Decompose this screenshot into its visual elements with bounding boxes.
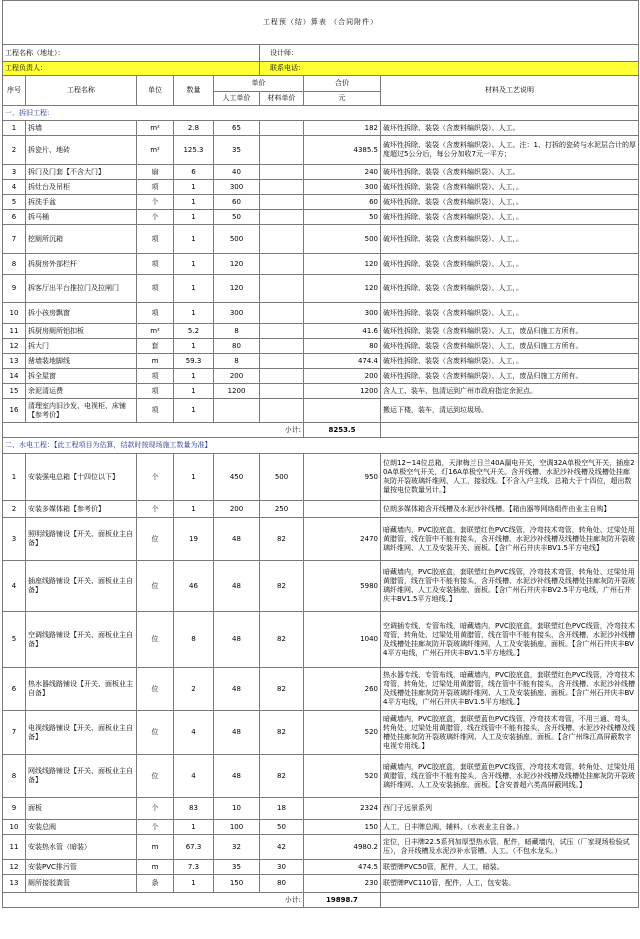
cell-no: 11: [3, 324, 26, 339]
cell-labor-price: 120: [214, 275, 260, 303]
cell-unit: 位: [137, 755, 174, 798]
cell-no: 5: [3, 195, 26, 210]
cell-labor-price: 200: [214, 369, 260, 384]
cell-name: 拆厨房厕所铝扣板: [26, 324, 137, 339]
cell-name: 拆小孩房飘窗: [26, 303, 137, 324]
cell-desc: 热水器专线、专管布线，暗藏墙内，PVC胶底盒，套联塑红色PVC线管，冷弯技术弯管，转角处、过梁处用黄腊管，线在管中不能有接头，含开线槽、水泥沙补线槽及线槽处挂廊灰防开裂玻璃纤维网、人工及安装插座、面板。【含广州石井庆丰BV4平方电线，广州石井庆丰BV1.5平方地线。】: [381, 668, 639, 711]
page-title: 工程预（结）算表 （合同附件）: [3, 1, 639, 45]
cell-desc: 位朗12~14位总箱，天津梅兰日兰40A漏电开关，空调32A单极空气开关，插座20A单极空气开关，灯16A单极空气开关。含开线槽、水泥沙补线槽及线槽处挂廊灰防开裂玻璃纤维网，人工，接驳线。【不含入户主线，总箱大于十四位，超出数量按电位数量另计。】: [381, 454, 639, 501]
cell-unit: m: [137, 835, 174, 860]
cell-total: 474.5: [304, 860, 381, 875]
cell-qty: 1: [174, 339, 214, 354]
cell-no: 5: [3, 612, 26, 668]
col-header-name: 工程名称: [26, 76, 137, 106]
table-row: [3, 369, 639, 384]
cell-name: 挖厕所沉箱: [26, 225, 137, 254]
cell-labor-price: 1200: [214, 384, 260, 399]
cell-name: 安装强电总箱【十四位以下】: [26, 454, 137, 501]
cell-desc: 破坏性拆除、装袋（含废料编织袋）、人工。注：1、打拆的瓷砖与水泥层合计的厚度超过5公分后，每公分加收7元一平方；: [381, 136, 639, 165]
cell-name: 电视线路铺设【开关、面板业主自备】: [26, 711, 137, 755]
cell-name: 拆厨房外部栏杆: [26, 254, 137, 275]
cell-material-price: 82: [260, 711, 304, 755]
cell-total: 300: [304, 180, 381, 195]
table-row: [3, 210, 639, 225]
cell-labor-price: 8: [214, 354, 260, 369]
cell-total: 240: [304, 165, 381, 180]
cell-qty: 83: [174, 798, 214, 820]
cell-qty: 19: [174, 518, 214, 561]
table-row: [3, 755, 639, 798]
cell-no: 7: [3, 225, 26, 254]
table-row: [3, 798, 639, 820]
cell-material-price: 18: [260, 798, 304, 820]
cell-name: 安装PVC排污管: [26, 860, 137, 875]
cell-total: 120: [304, 254, 381, 275]
cell-no: 15: [3, 384, 26, 399]
col-header-unit: 单位: [137, 76, 174, 106]
cell-unit: m²: [137, 324, 174, 339]
cell-labor-price: 48: [214, 612, 260, 668]
phone-label: 联系电话：: [260, 62, 639, 76]
cell-qty: 1: [174, 275, 214, 303]
cell-total: 120: [304, 275, 381, 303]
cell-material-price: 82: [260, 612, 304, 668]
table-row: [3, 195, 639, 210]
cell-total: 260: [304, 668, 381, 711]
cell-unit: 位: [137, 561, 174, 612]
cell-name: 拆洗手盆: [26, 195, 137, 210]
cell-material-price: [260, 399, 304, 423]
cell-labor-price: 500: [214, 225, 260, 254]
cell-no: 11: [3, 835, 26, 860]
cell-no: 8: [3, 254, 26, 275]
cell-material-price: [260, 354, 304, 369]
cell-desc: 含人工、装车、包清运到广州市政府指定余泥点。: [381, 384, 639, 399]
table-row: [3, 225, 639, 254]
cell-qty: 1: [174, 210, 214, 225]
cell-no: 10: [3, 820, 26, 835]
cell-no: 3: [3, 518, 26, 561]
cell-labor-price: 48: [214, 668, 260, 711]
cell-desc: 破坏性拆除、装袋（含废料编织袋）、人工，。: [381, 210, 639, 225]
table-row: [3, 875, 639, 893]
cell-labor-price: 48: [214, 518, 260, 561]
subtotal-label: 小计:: [3, 893, 304, 908]
cell-no: 9: [3, 798, 26, 820]
cell-unit: 个: [137, 195, 174, 210]
cell-material-price: [260, 303, 304, 324]
cell-qty: 1: [174, 454, 214, 501]
col-header-no: 序号: [3, 76, 26, 106]
cell-desc: 搬运下楼，装车，清运到垃圾场。: [381, 399, 639, 423]
cell-qty: 59.3: [174, 354, 214, 369]
cell-name: 清理室内旧沙发、电视柜、床铺【参考价】: [26, 399, 137, 423]
table-row: [3, 121, 639, 136]
cell-material-price: [260, 324, 304, 339]
cell-total: 1200: [304, 384, 381, 399]
cell-desc: 破坏性拆除、装袋（含废料编织袋）、人工，。: [381, 254, 639, 275]
designer-label: 设计师：: [260, 45, 639, 62]
cell-total: 50: [304, 210, 381, 225]
cell-name: 拆全屋窗: [26, 369, 137, 384]
cell-labor-price: 450: [214, 454, 260, 501]
table-row: [3, 820, 639, 835]
cell-total: 60: [304, 195, 381, 210]
cell-no: 7: [3, 711, 26, 755]
cell-no: 4: [3, 180, 26, 195]
cell-qty: 1: [174, 254, 214, 275]
cell-name: 拆墙: [26, 121, 137, 136]
cell-name: 照明线路铺设【开关、面板业主自备】: [26, 518, 137, 561]
cell-material-price: [260, 165, 304, 180]
cell-labor-price: 150: [214, 875, 260, 893]
cell-desc: 破坏性拆除、装袋（含废料编织袋）、人工，废品归施工方所有。: [381, 324, 639, 339]
cell-total: 4385.5: [304, 136, 381, 165]
cell-total: [304, 501, 381, 518]
cell-labor-price: 48: [214, 711, 260, 755]
cell-no: 10: [3, 303, 26, 324]
cell-total: [304, 399, 381, 423]
cell-unit: m²: [137, 136, 174, 165]
cell-material-price: 80: [260, 875, 304, 893]
cell-unit: 位: [137, 518, 174, 561]
cell-name: 安装总阀: [26, 820, 137, 835]
cell-qty: 1: [174, 501, 214, 518]
table-row: [3, 612, 639, 668]
cell-labor-price: 300: [214, 180, 260, 195]
cell-unit: m: [137, 354, 174, 369]
cell-material-price: [260, 369, 304, 384]
manager-label: 工程负责人：: [3, 62, 260, 76]
subtotal-value: 19898.7: [304, 893, 381, 908]
cell-labor-price: 65: [214, 121, 260, 136]
cell-qty: 1: [174, 384, 214, 399]
cell-total: 520: [304, 711, 381, 755]
cell-labor-price: [214, 399, 260, 423]
cell-desc: 定位，日丰牌22.5系列加厚型热水管，配件，暗藏墙内，试压（厂家现场检验试压），含开线槽及水泥沙补水管槽、人工。（不包水龙头。）: [381, 835, 639, 860]
subtotal-empty: [381, 893, 639, 908]
cell-desc: 暗藏墙内，PVC胶底盒，套联塑蓝色PVC线管，冷弯技术弯管，转角处、过梁处用黄腊管，线在管中不能有接头，含开线槽、水泥沙补线槽及线槽处挂廊灰防开裂玻璃纤维网、人工及安装插座、面板。【含安普超六类高屏蔽网线。】: [381, 755, 639, 798]
cell-material-price: 500: [260, 454, 304, 501]
cell-name: 网线线路铺设【开关、面板业主自备】: [26, 755, 137, 798]
table-row: [3, 180, 639, 195]
cell-qty: 1: [174, 399, 214, 423]
section2-header-row: [3, 438, 639, 454]
cell-labor-price: 120: [214, 254, 260, 275]
cell-desc: 暗藏墙内，PVC胶底盒，套联塑红色PVC线管，冷弯技术弯管，转角处、过梁处用黄腊管，线在管中不能有接头，含开线槽、水泥沙补线槽及线槽处挂廊灰防开裂玻璃纤维网、人工及安装开关、面板。【含广州石井庆丰BV1.5平方电线】: [381, 518, 639, 561]
cell-unit: m²: [137, 121, 174, 136]
cell-desc: 破坏性拆除、装袋（含废料编织袋）、人工，废品归施工方所有。: [381, 369, 639, 384]
cell-total: 2470: [304, 518, 381, 561]
cell-labor-price: 100: [214, 820, 260, 835]
table-row: [3, 454, 639, 501]
cell-material-price: 250: [260, 501, 304, 518]
cell-material-price: 82: [260, 755, 304, 798]
section1-title: 一、拆旧工程:: [3, 106, 639, 121]
table-row: [3, 339, 639, 354]
cell-no: 12: [3, 860, 26, 875]
cell-material-price: [260, 195, 304, 210]
cell-labor-price: 35: [214, 860, 260, 875]
table-row: [3, 303, 639, 324]
cell-name: 空调线路铺设【开关、面板业主自备】: [26, 612, 137, 668]
col-header-total-unit: 元: [304, 92, 381, 106]
cell-qty: 6: [174, 165, 214, 180]
cell-unit: 个: [137, 501, 174, 518]
cell-qty: 1: [174, 225, 214, 254]
table-row: [3, 711, 639, 755]
cell-no: 13: [3, 354, 26, 369]
cell-labor-price: 48: [214, 561, 260, 612]
cell-qty: 67.3: [174, 835, 214, 860]
cell-name: 拆灶台及吊柜: [26, 180, 137, 195]
cell-no: 9: [3, 275, 26, 303]
table-row: [3, 354, 639, 369]
table-row: [3, 254, 639, 275]
cell-material-price: 82: [260, 518, 304, 561]
cell-name: 凿墙装地脚线: [26, 354, 137, 369]
cell-desc: 联塑牌PVC110管，配件，人工，包安装。: [381, 875, 639, 893]
cell-desc: 破坏性拆除、装袋（含废料编织袋）、人工，。: [381, 303, 639, 324]
cell-unit: 条: [137, 875, 174, 893]
subtotal-empty: [381, 423, 639, 438]
cell-total: 950: [304, 454, 381, 501]
cell-name: 拆门及门套【不含大门】: [26, 165, 137, 180]
subtotal-row: [3, 423, 639, 438]
cell-total: 2324: [304, 798, 381, 820]
cell-total: 41.6: [304, 324, 381, 339]
cell-total: 520: [304, 755, 381, 798]
cell-labor-price: 8: [214, 324, 260, 339]
cell-unit: m: [137, 860, 174, 875]
cell-unit: 个: [137, 210, 174, 225]
cell-qty: 4: [174, 755, 214, 798]
cell-desc: 空调插专线、专管布线，暗藏墙内，PVC胶底盒，套联塑红色PVC线管，冷弯技术弯管，转角处、过梁处用黄腊管，线在管中不能有接头，含开线槽、水泥沙补线槽及线槽处挂廊灰防开裂玻璃纤维网、人工及安装插座、面板。【含广州石井庆丰BV4平方电线，广州石井庆丰BV1.5平方地线。】: [381, 612, 639, 668]
section2-title: 二、水电工程：【此工程项目为估算，结款时按现场施工数量为准】: [3, 438, 639, 454]
cell-no: 4: [3, 561, 26, 612]
cell-name: 面板: [26, 798, 137, 820]
cell-labor-price: 40: [214, 165, 260, 180]
cell-labor-price: 300: [214, 303, 260, 324]
table-row: [3, 399, 639, 423]
cell-qty: 46: [174, 561, 214, 612]
cell-desc: 联塑牌PVC50管，配件，人工，暗装。: [381, 860, 639, 875]
cell-qty: 1: [174, 369, 214, 384]
cell-material-price: [260, 225, 304, 254]
col-header-unit-price: 单价: [214, 76, 304, 92]
cell-unit: 个: [137, 454, 174, 501]
cell-no: 6: [3, 668, 26, 711]
table-row: [3, 860, 639, 875]
cell-unit: 项: [137, 254, 174, 275]
cell-labor-price: 200: [214, 501, 260, 518]
subtotal-label: 小计:: [3, 423, 304, 438]
subtotal-value: 8253.5: [304, 423, 381, 438]
cell-no: 8: [3, 755, 26, 798]
table-row: [3, 136, 639, 165]
cell-desc: 破坏性拆除、装袋（含废料编织袋）、人工，。: [381, 354, 639, 369]
cell-desc: 暗藏墙内，PVC胶底盒，套联塑红色PVC线管，冷弯技术弯管，转角处、过梁处用黄腊管，线在管中不能有接头，含开线槽、水泥沙补线槽及线槽处挂廊灰防开裂玻璃纤维网、人工及安装插座、面板。【含广州石井庆丰BV2.5平方电线，广州石井庆丰BV1.5平方地线。】: [381, 561, 639, 612]
cell-qty: 2.8: [174, 121, 214, 136]
table-row: [3, 668, 639, 711]
cell-name: 拆马桶: [26, 210, 137, 225]
cell-material-price: 30: [260, 860, 304, 875]
cell-desc: 破坏性拆除、装袋（含废料编织袋）、人工，。: [381, 195, 639, 210]
cell-total: 1040: [304, 612, 381, 668]
cell-material-price: 50: [260, 820, 304, 835]
cell-desc: 西门子远景系列: [381, 798, 639, 820]
cell-name: 拆大门: [26, 339, 137, 354]
cell-material-price: [260, 275, 304, 303]
cell-no: 12: [3, 339, 26, 354]
cell-qty: 1: [174, 875, 214, 893]
cell-unit: 套: [137, 339, 174, 354]
cell-material-price: [260, 136, 304, 165]
cell-material-price: [260, 210, 304, 225]
col-header-desc: 材料及工艺说明: [381, 76, 639, 106]
cell-material-price: 82: [260, 561, 304, 612]
cell-material-price: 82: [260, 668, 304, 711]
cell-name: 拆客厅出平台推拉门及拉闸门: [26, 275, 137, 303]
cell-qty: 5.2: [174, 324, 214, 339]
cell-unit: 项: [137, 369, 174, 384]
cell-no: 6: [3, 210, 26, 225]
cell-total: 200: [304, 369, 381, 384]
cell-material-price: [260, 384, 304, 399]
cell-total: 230: [304, 875, 381, 893]
subtotal-row: [3, 893, 639, 908]
cell-qty: 7.3: [174, 860, 214, 875]
cell-desc: 破坏性拆除、装袋（含废料编织袋）、人工，。: [381, 180, 639, 195]
cell-desc: 破坏性拆除、装袋（含废料编织袋）、人工。: [381, 121, 639, 136]
cell-unit: 扇: [137, 165, 174, 180]
cell-total: 300: [304, 303, 381, 324]
cell-no: 1: [3, 121, 26, 136]
cell-labor-price: 35: [214, 136, 260, 165]
cell-unit: 个: [137, 798, 174, 820]
cell-desc: 破坏性拆除、装袋（含废料编织袋）、人工，废品归施工方所有。: [381, 339, 639, 354]
cell-name: 安装热水管（暗装）: [26, 835, 137, 860]
cell-labor-price: 10: [214, 798, 260, 820]
cell-name: 余泥清运费: [26, 384, 137, 399]
cell-qty: 125.3: [174, 136, 214, 165]
cell-name: 插座线路铺设【开关、面板业主自备】: [26, 561, 137, 612]
cell-desc: 破坏性拆除、装袋（含废料编织袋）、人工，。: [381, 275, 639, 303]
budget-table: [2, 0, 639, 908]
table-row: [3, 275, 639, 303]
table-row: [3, 561, 639, 612]
cell-labor-price: 32: [214, 835, 260, 860]
cell-desc: 破坏性拆除、装袋（含废料编织袋）、人工。: [381, 165, 639, 180]
col-header-qty: 数量: [174, 76, 214, 106]
cell-qty: 8: [174, 612, 214, 668]
cell-no: 1: [3, 454, 26, 501]
table-row: [3, 384, 639, 399]
cell-qty: 1: [174, 180, 214, 195]
table-row: [3, 165, 639, 180]
cell-material-price: [260, 180, 304, 195]
cell-name: 热水器线路铺设【开关、面板业主自备】: [26, 668, 137, 711]
cell-qty: 1: [174, 303, 214, 324]
cell-no: 16: [3, 399, 26, 423]
cell-no: 14: [3, 369, 26, 384]
col-header-total: 合价: [304, 76, 381, 92]
cell-desc: 破坏性拆除、装袋（含废料编织袋）、人工，。: [381, 225, 639, 254]
cell-labor-price: 50: [214, 210, 260, 225]
table-row: [3, 518, 639, 561]
cell-qty: 2: [174, 668, 214, 711]
cell-unit: 项: [137, 180, 174, 195]
cell-desc: 暗藏墙内，PVC胶底盒，套联塑蓝色PVC线管，冷弯技术弯管，不用三通、弯头，转角处、过梁处用黄腊管，线在线管中不能有接头，含开线槽、水泥沙补线槽及线槽处挂廊灰防开裂玻璃纤维网、人工及安装插座、面板。【含广州珠江高屏蔽数字电视专用线。】: [381, 711, 639, 755]
cell-labor-price: 60: [214, 195, 260, 210]
cell-total: 80: [304, 339, 381, 354]
cell-name: 安装多媒体箱【参考价】: [26, 501, 137, 518]
cell-total: 182: [304, 121, 381, 136]
cell-material-price: [260, 121, 304, 136]
col-header-labor-price: 人工单价: [214, 92, 260, 106]
table-row: [3, 324, 639, 339]
cell-no: 2: [3, 136, 26, 165]
cell-total: 500: [304, 225, 381, 254]
cell-unit: 位: [137, 668, 174, 711]
cell-labor-price: 80: [214, 339, 260, 354]
cell-labor-price: 48: [214, 755, 260, 798]
cell-total: 150: [304, 820, 381, 835]
cell-no: 3: [3, 165, 26, 180]
cell-unit: 位: [137, 711, 174, 755]
cell-unit: 位: [137, 612, 174, 668]
cell-qty: 1: [174, 195, 214, 210]
cell-qty: 4: [174, 711, 214, 755]
cell-material-price: [260, 339, 304, 354]
project-name-label: 工程名称（地址）：: [3, 45, 260, 62]
cell-total: 474.4: [304, 354, 381, 369]
cell-desc: 人工，日丰牌总阀，辅料，（水表业主自备。）: [381, 820, 639, 835]
cell-no: 13: [3, 875, 26, 893]
cell-name: 拆瓷片、地砖: [26, 136, 137, 165]
cell-unit: 项: [137, 303, 174, 324]
cell-material-price: 42: [260, 835, 304, 860]
cell-desc: 位朗多媒体箱含开线槽及水泥沙补线槽。【箱由器等网络组件由业主自购】: [381, 501, 639, 518]
cell-total: 4980.2: [304, 835, 381, 860]
cell-unit: 项: [137, 384, 174, 399]
cell-unit: 项: [137, 225, 174, 254]
table-row: [3, 835, 639, 860]
col-header-material-price: 材料单价: [260, 92, 304, 106]
cell-no: 2: [3, 501, 26, 518]
cell-total: 5980: [304, 561, 381, 612]
cell-unit: 项: [137, 399, 174, 423]
cell-qty: 1: [174, 820, 214, 835]
cell-material-price: [260, 254, 304, 275]
cell-name: 厕所接驳粪管: [26, 875, 137, 893]
cell-unit: 项: [137, 275, 174, 303]
table-row: [3, 501, 639, 518]
cell-unit: 个: [137, 820, 174, 835]
